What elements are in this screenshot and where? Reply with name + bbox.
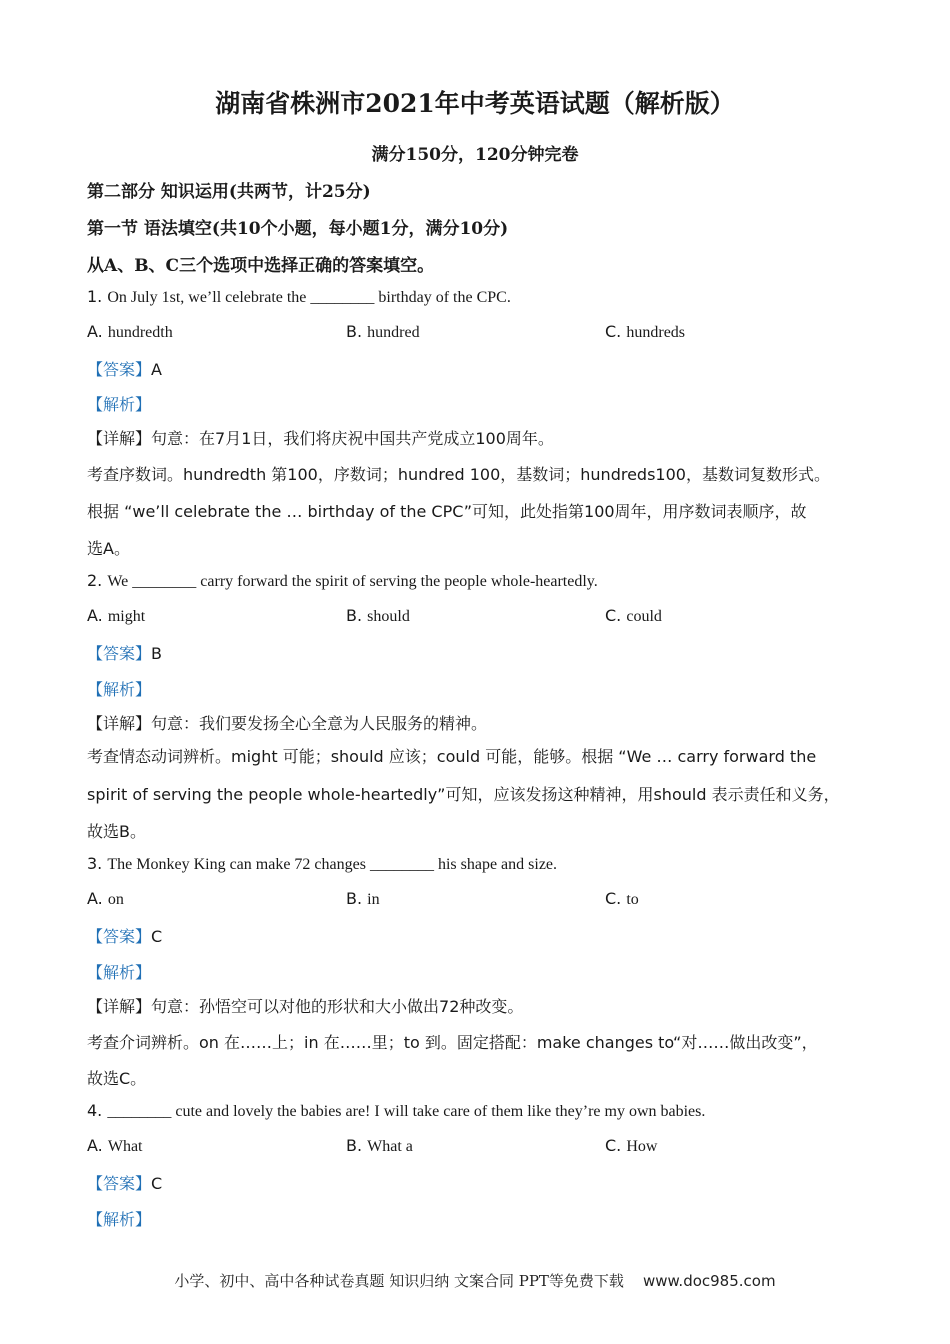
option-b: B. What a (346, 1136, 413, 1155)
detail-line: 【详解】句意：我们要发扬全心全意为人民服务的精神。 (87, 714, 488, 733)
answer-line: 【答案】B (87, 644, 162, 663)
answer-value: B (151, 644, 162, 663)
analysis-label: 【解析】 (87, 680, 152, 699)
question-number: 3. (87, 854, 103, 873)
option-a: A. on (87, 889, 124, 908)
option-b: B. should (346, 606, 410, 625)
option-b: B. in (346, 889, 380, 908)
analysis-label: 【解析】 (87, 395, 152, 414)
explanation-line: 选A。 (87, 539, 130, 558)
option-a: A. might (87, 606, 146, 625)
question-3 (87, 854, 557, 874)
part-heading: 第二部分 知识运用(共两节，计25分) (87, 182, 371, 202)
answer-line: 【答案】C (87, 927, 163, 946)
option-c: C. to (605, 889, 639, 908)
option-c: C. How (605, 1136, 658, 1155)
answer-value: C (151, 927, 163, 946)
footer-text: 小学、初中、高中各种试卷真题 知识归纳 文案合同 PPT等免费下载 (174, 1272, 624, 1290)
answer-line: 【答案】C (87, 1174, 163, 1193)
option-c: C. hundreds (605, 322, 686, 341)
option-a: A. hundredth (87, 322, 173, 341)
question-4 (87, 1101, 705, 1121)
detail-line: 【详解】句意：孙悟空可以对他的形状和大小做出72种改变。 (87, 997, 524, 1016)
answer-value: C (151, 1174, 163, 1193)
explanation-line: 考查序数词。hundredth 第100，序数词；hundred 100，基数词；hundreds100，基数词复数形式。 (87, 465, 830, 484)
page-footer (0, 1270, 950, 1291)
option-c: C. could (605, 606, 662, 625)
explanation-line: 故选B。 (87, 822, 146, 841)
option-b: B. hundred (346, 322, 420, 341)
explanation-line: 考查介词辨析。on 在……上；in 在……里；to 到。固定搭配：make changes to“对……做出改变”， (87, 1033, 818, 1052)
instruction: 从A、B、C三个选项中选择正确的答案填空。 (87, 256, 435, 276)
option-a: A. What (87, 1136, 143, 1155)
question-stem: The Monkey King can make 72 changes ________ his shape and size. (107, 856, 558, 873)
section-heading: 第一节 语法填空(共10个小题，每小题1分，满分10分) (87, 219, 509, 239)
question-stem: We ________ carry forward the spirit of serving the people whole-heartedly. (107, 573, 598, 590)
question-stem: On July 1st, we’ll celebrate the ________ birthday of the CPC. (107, 289, 511, 306)
question-number: 2. (87, 571, 103, 590)
question-1 (87, 287, 511, 307)
detail-line: 【详解】句意：在7月1日，我们将庆祝中国共产党成立100周年。 (87, 429, 554, 448)
analysis-label: 【解析】 (87, 963, 152, 982)
page-subtitle: 满分150分，120分钟完卷 (371, 145, 579, 165)
explanation-line: spirit of serving the people whole-heartedly”可知，应该发扬这种精神，用should 表示责任和义务， (87, 785, 840, 804)
question-2 (87, 571, 598, 591)
explanation-line: 考查情态动词辨析。might 可能；should 应该；could 可能，能够。根据 “We … carry forward the (87, 747, 817, 766)
explanation-line: 根据 “we’ll celebrate the … birthday of the CPC”可知，此处指第100周年，用序数词表顺序，故 (87, 502, 807, 521)
explanation-line: 故选C。 (87, 1069, 147, 1088)
answer-value: A (151, 360, 162, 379)
question-stem: ________ cute and lovely the babies are! I will take care of them like they’re my own babies. (107, 1103, 706, 1120)
analysis-label: 【解析】 (87, 1210, 152, 1229)
page-title: 湖南省株洲市2021年中考英语试题（解析版） (215, 89, 735, 118)
question-number: 4. (87, 1101, 103, 1120)
answer-line: 【答案】A (87, 360, 162, 379)
question-number: 1. (87, 287, 103, 306)
footer-url-link[interactable]: www.doc985.com (643, 1272, 776, 1290)
